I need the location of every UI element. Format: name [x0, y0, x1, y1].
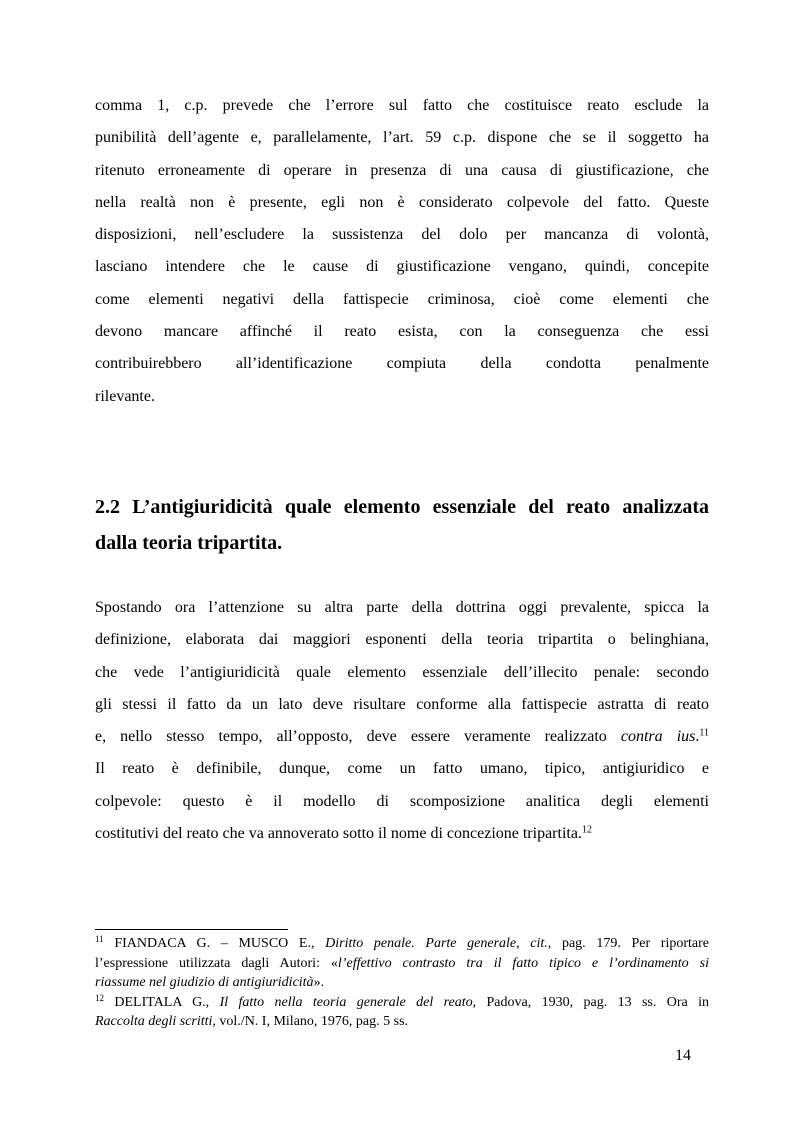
italic-title: Diritto penale. Parte generale: [325, 936, 517, 951]
footnote-ref-11[interactable]: 11: [699, 727, 710, 739]
section-heading: [95, 489, 709, 561]
footnote-line: [95, 973, 709, 993]
text-line: Il reato è definibile, dunque, come un fatto umano, tipico, antigiuridico e: [95, 760, 709, 778]
text-line: [95, 818, 709, 850]
page-number: 14: [675, 1047, 691, 1064]
text-segment: e, nello stesso tempo, all’opposto, deve essere veramente realizzato: [95, 728, 607, 746]
italic-cit: cit.,: [530, 936, 552, 951]
text-segment: ».: [313, 975, 325, 990]
text-segment: l’espressione utilizzata dagli Autori: «: [95, 955, 338, 971]
text-segment: FIANDACA G. – MUSCO E.,: [103, 936, 326, 951]
text-line: punibilità dell’agente e, parallelamente, l’art. 59 c.p. dispone che se il soggetto ha: [95, 129, 709, 147]
text-segment: , vol./N. I, Milano, 1976, pag. 5 ss.: [212, 1014, 409, 1029]
italic-phrase: contra ius: [620, 728, 696, 746]
italic-title: Raccolta degli scritti: [95, 1014, 213, 1029]
text-line: colpevole: questo è il modello di scomposizione analitica degli elementi: [95, 792, 709, 810]
footnote-number: 11: [95, 934, 104, 945]
footnote-line: [95, 934, 709, 954]
text-line: disposizioni, nell’escludere la sussistenza del dolo per mancanza di volontà,: [95, 226, 709, 244]
text-line: gli stessi il fatto da un lato deve risultare conforme alla fattispecie astratta di reato: [95, 695, 709, 713]
footnote-12: [95, 993, 709, 1032]
text-segment: DELITALA G.,: [104, 994, 220, 1010]
italic-title: Il fatto nella teoria generale del reato: [219, 994, 473, 1010]
footnote-number: 12: [95, 992, 104, 1003]
text-line: rilevante.: [95, 387, 155, 405]
footnote-11: [95, 934, 709, 993]
text-line: lasciano intendere che le cause di giustificazione vengano, quindi, concepite: [95, 258, 709, 276]
text-line: definizione, elaborata dai maggiori esponenti della teoria tripartita o belinghiana,: [95, 631, 709, 649]
footnote-separator: [95, 929, 288, 930]
footnote-line: [95, 954, 709, 974]
text-segment: costitutivi del reato che va annoverato sotto il nome di concezione tripartita.: [95, 825, 582, 843]
footnote-line: [95, 1012, 709, 1032]
footnotes: [95, 934, 709, 1032]
body-paragraph-1: [95, 90, 709, 413]
text-line: contribuirebbero all’identificazione compiuta della condotta penalmente: [95, 355, 709, 373]
text-line: devono mancare affinché il reato esista, con la conseguenza che essi: [95, 323, 709, 341]
footnote-ref-12[interactable]: 12: [581, 824, 592, 836]
text-segment: .: [695, 728, 700, 746]
text-line: Spostando ora l’attenzione su altra parte della dottrina oggi prevalente, spicca la: [95, 599, 709, 616]
text-line: comma 1, c.p. prevede che l’errore sul fatto che costituisce reato esclude la: [95, 97, 709, 114]
text-line: ritenuto erroneamente di operare in presenza di una causa di giustificazione, che: [95, 161, 709, 179]
footnote-line: [95, 993, 709, 1013]
text-line: nella realtà non è presente, egli non è considerato colpevole del fatto. Queste: [95, 193, 709, 211]
heading-line: 2.2 L’antigiuridicità quale elemento essenziale del reato analizzata: [95, 496, 709, 518]
text-segment: ,: [516, 936, 531, 951]
italic-quote: riassume nel giudizio di antigiuridicità: [95, 975, 314, 990]
text-segment: , Padova, 1930, pag. 13 ss. Ora in: [472, 994, 709, 1010]
italic-quote: l’effettivo contrasto tra il fatto tipico e l’ordinamento si: [337, 955, 709, 971]
heading-line: dalla teoria tripartita.: [95, 532, 283, 554]
text-line: [95, 721, 709, 753]
text-line: come elementi negativi della fattispecie criminosa, cioè come elementi che: [95, 290, 709, 308]
body-paragraph-2: [95, 592, 709, 850]
text-line: che vede l’antigiuridicità quale elemento essenziale dell’illecito penale: secondo: [95, 663, 709, 681]
text-segment: pag. 179. Per riportare: [551, 936, 709, 951]
